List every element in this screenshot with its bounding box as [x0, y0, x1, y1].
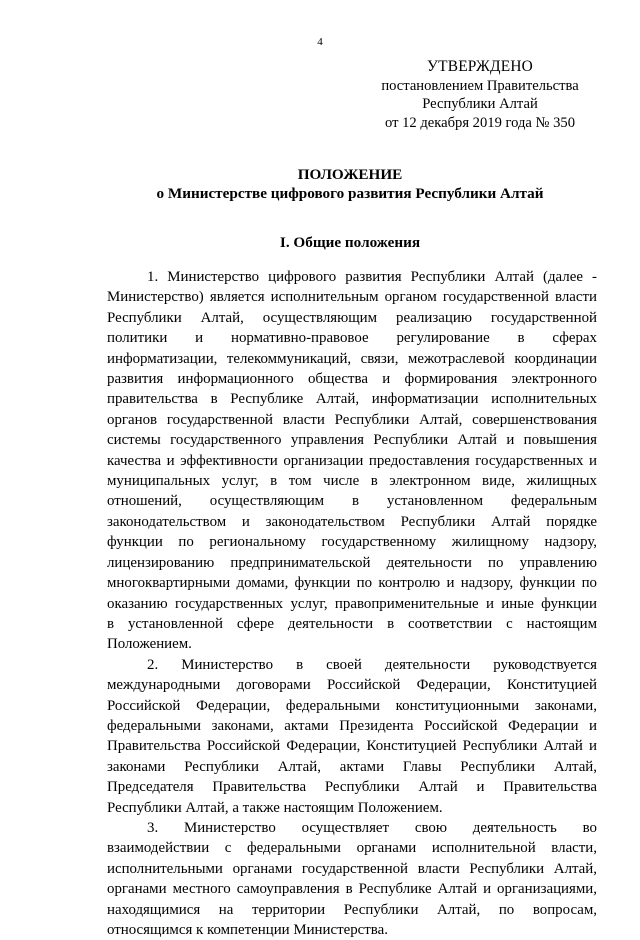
title-line-1: ПОЛОЖЕНИЕ: [297, 166, 403, 183]
paragraph-line: Российской Федерации, федеральными конституционными законами,: [107, 697, 597, 714]
body-text: [107, 267, 597, 940]
paragraph-line: в установленной сфере деятельности в соответствии с настоящим: [107, 615, 597, 632]
paragraph-line: находящимися на территории Республики Алтай, по вопросам,: [107, 901, 597, 918]
paragraph-line: исполнительными органами государственной власти Республики Алтай,: [107, 860, 597, 877]
document-title: [100, 166, 600, 203]
paragraph-line: информатизации, телекоммуникаций, связи, межотраслевой координации: [107, 350, 597, 367]
title-line-2: о Министерстве цифрового развития Республики Алтай: [156, 184, 544, 202]
paragraph-line: Положением.: [107, 636, 192, 653]
paragraph-line: отношений, осуществляющим в установленном федеральным: [107, 493, 597, 510]
paragraph-line: правительства в Республике Алтай, информатизации исполнительных: [107, 391, 597, 408]
approval-stamp: [360, 58, 600, 132]
paragraph-line: Республики Алтай, а также настоящим Положением.: [107, 799, 443, 816]
paragraph-line: функции по региональному государственному жилищному надзору,: [107, 534, 597, 551]
paragraph-line: системы государственного управления Республики Алтай и повышения: [107, 432, 597, 449]
paragraph-line: развития информационного общества и формирования электронного: [107, 371, 597, 388]
paragraph-line: многоквартирными домами, функции по контролю и надзору, функции по: [107, 575, 597, 592]
paragraph-line: Председателя Правительства Республики Алтай и Правительства: [107, 779, 597, 796]
paragraph-line: относящимся к компетенции Министерства.: [107, 922, 388, 938]
paragraph-line: 2. Министерство в своей деятельности руководствуется: [147, 656, 597, 673]
paragraph-line: Правительства Российской Федерации, Конституцией Республики Алтай и: [107, 738, 597, 755]
paragraph-line: оказанию государственных услуг, правоприменительные и иные функции: [107, 595, 597, 612]
paragraph-line: органов государственной власти Республики Алтай, совершенствования: [107, 411, 597, 428]
paragraph-2: [107, 655, 597, 818]
paragraph-line: взаимодействии с федеральными органами исполнительной власти,: [107, 840, 597, 857]
paragraph-line: законами Республики Алтай, актами Главы Республики Алтай,: [107, 758, 597, 775]
paragraph-1: [107, 267, 597, 655]
paragraph-line: качества и эффективности организации предоставления государственных и: [107, 452, 597, 469]
approval-line-4: от 12 декабря 2019 года № 350: [384, 114, 576, 131]
paragraph-line: 1. Министерство цифрового развития Республики Алтай (далее -: [147, 269, 597, 285]
approval-line-3: Республики Алтай: [422, 96, 538, 112]
approval-heading: УТВЕРЖДЕНО: [427, 58, 533, 75]
page-number: 4: [317, 36, 323, 48]
paragraph-line: Республики Алтай, осуществляющим реализацию государственной: [107, 309, 597, 326]
paragraph-line: федеральными законами, актами Президента Российской Федерации и: [107, 717, 597, 734]
approval-line-2: постановлением Правительства: [381, 77, 579, 94]
paragraph-line: Министерство) является исполнительным органом государственной власти: [107, 289, 597, 306]
paragraph-3: [107, 818, 597, 940]
section-heading: I. Общие положения: [279, 234, 421, 251]
paragraph-line: 3. Министерство осуществляет свою деятельность во: [147, 819, 597, 836]
paragraph-line: органами местного самоуправления в Республике Алтай и организациями,: [107, 881, 597, 898]
paragraph-line: законодательством и законодательством Республики Алтай порядке: [107, 513, 597, 530]
paragraph-line: лицензированию предпринимательской деятельности по управлению: [107, 554, 597, 571]
paragraph-line: политики и нормативно-правовое регулирование в сферах: [107, 330, 597, 347]
paragraph-line: международными договорами Российской Федерации, Конституцией: [107, 677, 597, 694]
paragraph-line: муниципальных услуг, в том числе в электронном виде, жилищных: [107, 473, 597, 490]
